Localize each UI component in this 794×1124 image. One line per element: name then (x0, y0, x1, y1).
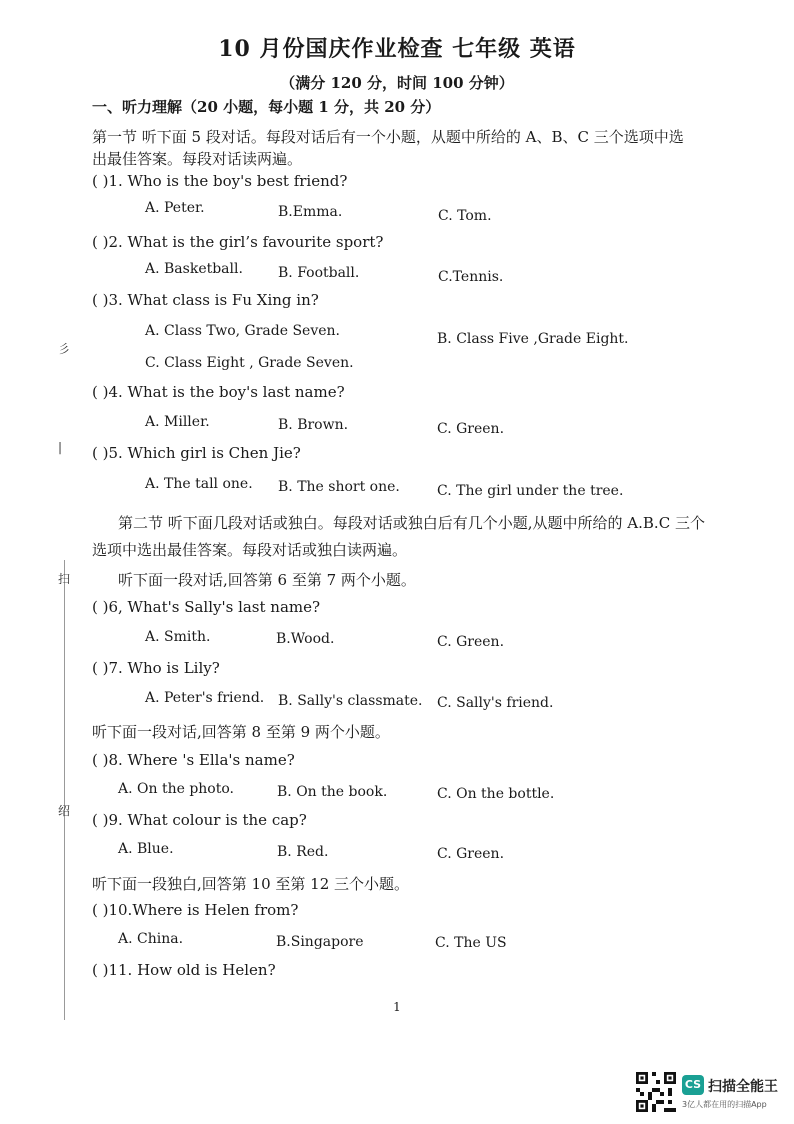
margin-mark: 彡 (58, 342, 71, 356)
question-stem: ( )7. Who is Lily? (92, 659, 220, 677)
option-c: C. The US (435, 935, 507, 951)
scanner-tagline: 3亿人都在用的扫描App (682, 1100, 767, 1109)
scanner-app-name: 扫描全能王 (708, 1079, 778, 1095)
section1-instruction-cont: 出最佳答案。每段对话读两遍。 (92, 150, 303, 168)
option-a: A. Class Two, Grade Seven. (145, 323, 340, 339)
margin-mark: | (58, 440, 63, 454)
option-b: B. On the book. (277, 784, 388, 800)
option-a: A. Peter. (145, 200, 205, 216)
option-b: B. Sally's classmate. (278, 693, 423, 709)
option-c: C. Tom. (438, 208, 492, 224)
binding-line (64, 560, 65, 1020)
qr-code-icon (636, 1072, 676, 1112)
option-b: B. Class Five ,Grade Eight. (437, 331, 629, 347)
option-a: A. Miller. (145, 414, 210, 430)
option-b: B. The short one. (278, 479, 400, 495)
section1-instruction: 第一节 听下面 5 段对话。每段对话后有一个小题，从题中所给的 A、B、C 三个选项中选 (92, 128, 684, 146)
option-c: C. Sally's friend. (437, 695, 554, 711)
option-c: C. Class Eight , Grade Seven. (145, 355, 354, 371)
option-a: A. Peter's friend. (145, 690, 265, 706)
question-stem: ( )6, What's Sally's last name? (92, 598, 321, 616)
option-c: C. The girl under the tree. (437, 483, 624, 499)
option-b: B. Football. (278, 265, 360, 281)
question-stem: ( )8. Where 's Ella's name? (92, 751, 295, 769)
part-heading: 一、听力理解（20 小题，每小题 1 分，共 20 分） (92, 98, 441, 116)
dialogue-instruction: 听下面一段对话,回答第 6 至第 7 两个小题。 (118, 571, 416, 589)
option-b: B.Emma. (278, 204, 343, 220)
margin-mark: 绍 (58, 804, 71, 818)
question-stem: ( )9. What colour is the cap? (92, 811, 307, 829)
option-c: C. Green. (437, 421, 505, 437)
option-a: A. Basketball. (145, 261, 243, 277)
question-stem: ( )10.Where is Helen from? (92, 901, 299, 919)
option-b: B. Brown. (278, 417, 349, 433)
page-title: 10 月份国庆作业检查 七年级 英语 (218, 36, 576, 62)
question-stem: ( )11. How old is Helen? (92, 961, 276, 979)
option-a: A. China. (118, 931, 184, 947)
page-subtitle: （满分 120 分，时间 100 分钟） (280, 74, 514, 92)
option-a: A. Smith. (145, 629, 211, 645)
question-stem: ( )3. What class is Fu Xing in? (92, 291, 319, 309)
option-a: A. On the photo. (118, 781, 234, 797)
section2-instruction-cont: 选项中选出最佳答案。每段对话或独白读两遍。 (92, 541, 408, 559)
margin-mark: 扫 (58, 572, 71, 586)
question-stem: ( )1. Who is the boy's best friend? (92, 172, 348, 190)
monologue-instruction: 听下面一段独白,回答第 10 至第 12 三个小题。 (92, 875, 410, 893)
scanner-logo-icon: CS (682, 1075, 704, 1095)
question-stem: ( )4. What is the boy's last name? (92, 383, 345, 401)
page-number: 1 (393, 1000, 401, 1014)
option-c: C. Green. (437, 634, 505, 650)
option-b: B.Wood. (276, 631, 335, 647)
dialogue-instruction: 听下面一段对话,回答第 8 至第 9 两个小题。 (92, 723, 390, 741)
option-c: C.Tennis. (438, 269, 504, 285)
section2-instruction: 第二节 听下面几段对话或独白。每段对话或独白后有几个小题,从题中所给的 A.B.C 三个 (118, 514, 705, 532)
question-stem: ( )2. What is the girl’s favourite sport? (92, 233, 384, 251)
option-a: A. The tall one. (145, 476, 253, 492)
question-stem: ( )5. Which girl is Chen Jie? (92, 444, 301, 462)
option-a: A. Blue. (118, 841, 174, 857)
option-c: C. Green. (437, 846, 505, 862)
option-b: B. Red. (277, 844, 329, 860)
option-c: C. On the bottle. (437, 786, 555, 802)
option-b: B.Singapore (276, 934, 364, 950)
